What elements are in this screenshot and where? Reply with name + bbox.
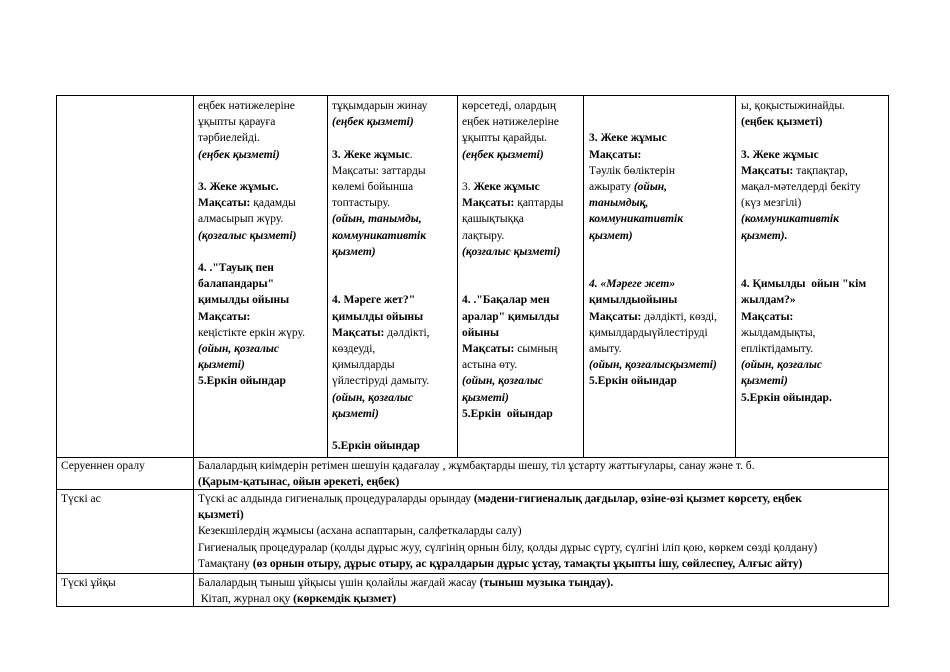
text-run: Мақсаты: [741,310,794,323]
cell-line [589,292,677,308]
table-top-border [56,95,888,96]
text-run: Кітап, журнал оқу [198,593,294,606]
text-run: мақал-мәтелдерді бекіту [741,181,861,193]
text-run: (ойын, қозғалысқызметі) [589,359,717,372]
text-run: қимылды ойыны [332,310,424,323]
cell-line [332,163,426,179]
cell-line [462,211,524,227]
cell-line [198,341,279,357]
text-run: қимылдыойыны [589,294,678,307]
text-run: 4. ."Бақалар мен [462,294,550,307]
cell-line [462,373,543,389]
cell-line [462,390,509,406]
table-right-border [888,95,889,607]
cell-line [462,114,559,130]
text-run: тұқымдарын жинау [332,100,428,112]
cell-line [741,228,788,244]
cell-line [741,373,788,389]
text-run: балапандары" [198,278,274,291]
cell-line [741,147,819,163]
text-run: (еңбек қызметі) [332,116,414,129]
text-run: қимылдардыүйлестіруді [589,326,708,339]
text-run: көлемі бойынша [332,181,414,193]
text-run: 3. Жеке жұмыс. [198,181,279,193]
column-divider [457,95,458,457]
text-run: тақпақтар, [793,164,848,177]
cell-line [332,244,376,260]
text-run: (ойын, [633,181,668,193]
cell-line [198,130,260,146]
cell-line [332,114,414,130]
cell-line [462,228,504,244]
text-run: (тыныш музыка тыңдау). [479,577,614,589]
text-run: Мақсаты: [198,310,251,323]
cell-line [589,341,621,357]
text-run: қашықтыққа [462,213,524,226]
cell-line [332,438,420,454]
cell-line [332,309,423,325]
text-run: қаптарды [514,197,564,210]
cell-line [589,357,717,373]
text-run: қызметі) [741,375,788,388]
text-run: дәлдікті, [384,326,430,339]
cell-line [198,195,296,211]
text-run: Гигиеналық процедуралар (қолды дұрыс жуу, сүлгінің орнын білу, қолды дұрыс сүрту, сүлгіні іліп қою, көркем сөзді қолдану) [198,541,818,554]
row-line [198,458,755,474]
text-run: Түскі ас алдында гигиеналық процедураларды орындау [198,493,474,505]
text-run: қызметі) [332,407,379,420]
text-run: көздеуді, [332,343,376,355]
cell-line [332,406,379,422]
cell-line [332,292,415,308]
text-run: қадамды [250,197,296,210]
text-run: Мақсаты: [198,197,251,210]
text-run: көрсетеді, олардың [462,100,556,112]
cell-line [741,211,839,227]
text-run: Мақсаты: [332,326,385,339]
cell-line [462,341,557,357]
text-run: қызмет) [589,229,633,242]
cell-line [332,147,413,163]
text-run: 4. Қимылды ойын "кім [741,278,867,291]
text-run: астына өту. [462,359,518,372]
text-run: аралар" қимылды [462,310,560,323]
text-run: (қозғалыс қызметі) [198,229,297,242]
text-run: лақтыру. [462,229,505,242]
text-run: қызметі) [198,509,244,522]
cell-line [462,130,547,146]
text-run: Мақсаты: [589,148,642,161]
cell-line [332,228,426,244]
text-run: топтастыру. [332,197,390,210]
text-run: дәлдікті, көзді, [641,310,718,323]
cell-line [589,211,683,227]
text-run: амыту. [589,343,622,355]
cell-line [741,195,801,211]
cell-line [741,163,848,179]
text-run: жылдам?» [741,294,796,307]
cell-line [332,357,395,373]
text-run: (ойын, қозғалыс [741,359,822,372]
cell-line [198,357,245,373]
text-run: (өз орнын отыру, дұрыс отыру, ас құралдарын дұрыс ұстау, тамақты ұқыпты ішу, сөйлеспеу, Алғыс айту) [252,557,803,570]
column-divider [583,95,584,457]
cell-line [198,309,250,325]
text-run: тәрбиелейді. [198,132,260,145]
cell-line [589,373,677,389]
text-run: (еңбек қызметі) [741,116,823,129]
text-run: еңбек нәтижелеріне [462,116,559,129]
text-run: 5.Еркін ойындар [589,375,677,388]
cell-line [462,292,550,308]
column-divider [327,95,328,457]
text-run: (еңбек қызметі) [198,148,280,161]
row-line [198,523,522,539]
text-run: коммуникативтік [332,229,427,242]
row-line [198,575,613,591]
text-run: 3. Жеке жұмыс [332,148,410,161]
text-run: ы, қоқыстыжинайды. [741,100,845,112]
row-line [198,540,817,556]
text-run: танымдық, [589,197,649,210]
text-run: қызметі) [198,359,245,372]
text-run: 3. [462,181,474,193]
cell-line [589,309,717,325]
cell-line [332,390,413,406]
text-run: (күз мезгілі) [741,197,802,210]
cell-line [741,276,866,292]
text-run: қызмет) [332,245,376,258]
row-divider [56,573,888,574]
column-divider [735,95,736,457]
text-run: 4. «Мәреге жет» [589,278,676,291]
text-run: сымның [514,343,558,355]
text-run: кеңістікте еркін жүру. [198,326,305,339]
text-run: Тәулік бөліктерін [589,164,675,177]
text-run: (қозғалыс қызметі) [462,245,561,258]
row-line [198,591,396,607]
text-run: Тамақтану [198,557,253,570]
table-bottom-border [56,606,888,607]
cell-line [741,390,832,406]
cell-line [589,325,708,341]
cell-line [332,325,430,341]
row-label: Түскі ұйқы [61,577,116,589]
text-run: үйлестіруді дамыту. [332,375,430,388]
row-line [198,507,244,523]
text-run: ажырату [589,181,634,193]
row-label: Түскі ас [61,493,101,505]
cell-line [741,341,813,357]
text-run: Мақсаты: [741,164,794,177]
cell-line [462,244,560,260]
cell-line [462,357,517,373]
cell-line [462,179,540,195]
text-run: (Қарым-қатынас, ойын әрекеті, еңбек) [198,476,400,489]
text-run: Мақсаты: [589,310,642,323]
cell-line [741,309,793,325]
cell-line [198,147,280,163]
text-run: Мақсаты: [462,343,515,355]
text-run: еңбек нәтижелеріне [198,100,295,112]
text-run: (коммуникативтік [741,213,839,226]
text-run: қимылдарды [332,359,395,372]
text-run: (ойын, қозғалыс [332,391,413,404]
cell-line [589,147,641,163]
text-run: ойыны [462,326,499,339]
cell-line [462,147,544,163]
cell-line [589,163,675,179]
cell-line [741,325,815,341]
cell-line [198,276,274,292]
text-run: (мәдени-гигиеналық дағдылар, өзіне-өзі қызмет көрсету, еңбек [473,493,802,505]
cell-line [741,98,845,114]
text-run: Кезекшілердің жұмысы (асхана аспаптарын, салфеткаларды салу) [198,525,522,538]
cell-line [332,179,413,195]
text-run: ұқыпты қарайды. [462,132,547,145]
row-line [198,474,399,490]
cell-line [462,406,553,422]
cell-line [741,357,822,373]
cell-line [198,179,279,195]
cell-line [332,211,422,227]
text-run: 5.Еркін ойындар [462,407,553,420]
row-line [198,491,802,507]
text-run: 3. Жеке жұмыс [741,148,819,161]
label-column-divider [193,95,194,607]
cell-line [589,276,675,292]
text-run: (ойын, танымды, [332,213,422,226]
cell-line [198,292,289,308]
text-run: қызметі) [462,391,509,404]
text-run: Балалардың киімдерін ретімен шешуін қадағалау , жұмбақтарды шешу, тіл ұстарту жаттығулары, санау және т. б. [198,460,755,472]
row-line [198,556,802,572]
text-run: епліктідамыту. [741,343,814,355]
cell-line [589,195,648,211]
text-run: алмасырып жүру. [198,213,284,226]
cell-line [332,98,427,114]
text-run: 3. Жеке жұмыс [589,132,667,145]
cell-line [332,341,375,357]
cell-line [589,130,667,146]
cell-line [589,228,633,244]
cell-line [462,325,499,341]
text-run: қызмет). [741,229,788,242]
cell-line [198,373,286,389]
cell-line [741,292,796,308]
text-run: Балалардың тыныш ұйқысы үшін қолайлы жағдай жасау [198,577,480,589]
text-run: қимылды ойыны [198,294,290,307]
cell-line [332,373,429,389]
cell-line [198,228,296,244]
row-label: Серуеннен оралу [61,460,145,472]
text-run: коммуникативтік [589,213,684,226]
cell-line [198,114,275,130]
cell-line [741,114,822,130]
cell-line [198,98,295,114]
cell-line [462,98,556,114]
cell-line [198,260,274,276]
text-run: . [409,148,413,161]
cell-line [198,211,283,227]
text-run: ұқыпты қарауға [198,116,276,129]
text-run: Жеке жұмыс [473,181,540,193]
row-divider [56,489,888,490]
text-run: (көркемдік қызмет) [293,593,397,606]
text-run: Мақсаты: заттарды [332,164,426,177]
cell-line [741,179,861,195]
cell-line [198,325,305,341]
cell-line [462,309,559,325]
cell-line [462,195,563,211]
text-run: (ойын, қозғалыс [462,375,543,388]
text-run: Мақсаты: [462,197,515,210]
cell-line [332,195,390,211]
text-run: 4. ."Тауық пен [198,262,274,274]
cell-line [589,179,667,195]
text-run: 5.Еркін ойындар. [741,391,832,404]
text-run: 5.Еркін ойындар [332,440,420,453]
text-run: 5.Еркін ойындар [198,375,286,388]
text-run: жылдамдықты, [741,326,816,339]
table-left-border [56,95,57,607]
text-run: (еңбек қызметі) [462,148,544,161]
text-run: (ойын, қозғалыс [198,343,279,355]
text-run: 4. Мәреге жет?" [332,294,416,307]
